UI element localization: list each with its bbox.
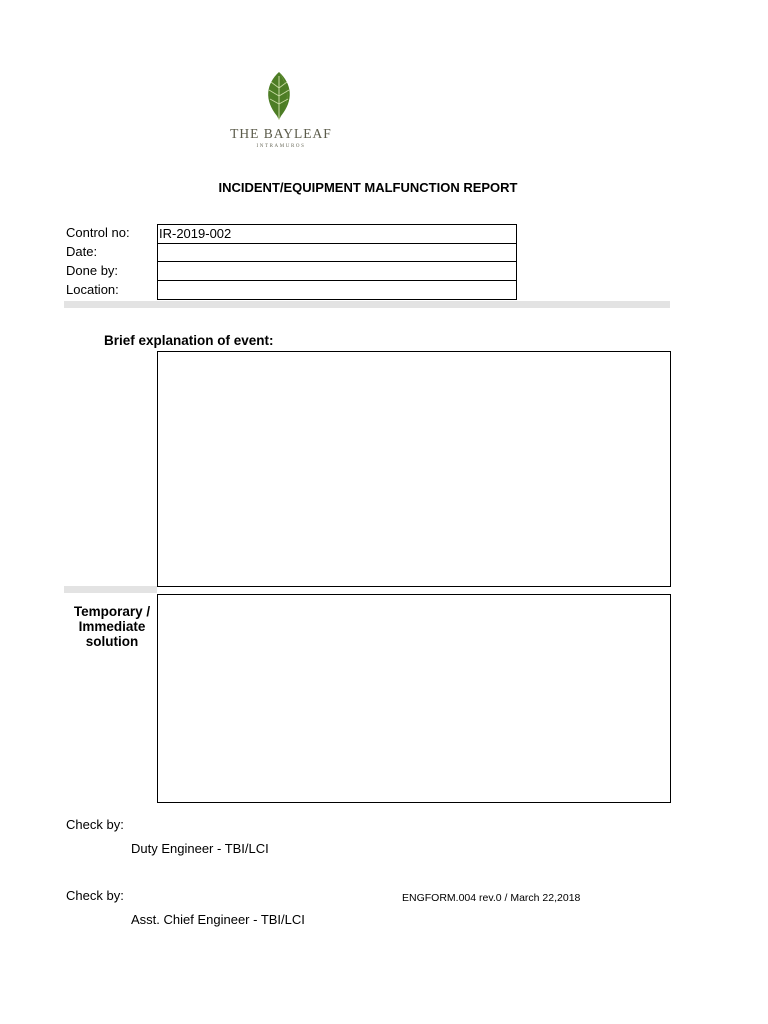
explanation-box[interactable]	[157, 351, 671, 587]
date-label: Date:	[66, 244, 98, 259]
asst-chief-engineer-label: Asst. Chief Engineer - TBI/LCI	[131, 912, 305, 927]
duty-engineer-label: Duty Engineer - TBI/LCI	[131, 841, 269, 856]
section-separator	[64, 586, 157, 593]
control-no-field[interactable]: IR-2019-002	[157, 224, 517, 244]
leaf-icon	[262, 70, 296, 122]
company-logo	[226, 70, 336, 154]
done-by-field[interactable]	[157, 262, 517, 281]
location-label: Location:	[66, 282, 119, 297]
logo-brand-subtitle: INTRAMUROS	[256, 144, 306, 149]
solution-label-line: Temporary /	[73, 604, 151, 619]
explanation-label: Brief explanation of event:	[104, 333, 274, 348]
control-no-label: Control no:	[66, 225, 130, 240]
solution-label-line: solution	[85, 634, 139, 649]
form-code: ENGFORM.004 rev.0 / March 22,2018	[402, 892, 581, 904]
solution-label-line: Immediate	[78, 619, 146, 634]
solution-label	[62, 604, 162, 649]
check-by-label: Check by:	[66, 817, 124, 832]
check-by-label: Check by:	[66, 888, 124, 903]
report-title: INCIDENT/EQUIPMENT MALFUNCTION REPORT	[218, 180, 518, 195]
done-by-label: Done by:	[66, 263, 119, 278]
solution-box[interactable]	[157, 594, 671, 803]
logo-brand-name: THE BAYLEAF	[230, 126, 332, 141]
location-field[interactable]	[157, 281, 517, 300]
date-field[interactable]	[157, 243, 517, 262]
section-separator	[64, 301, 670, 308]
